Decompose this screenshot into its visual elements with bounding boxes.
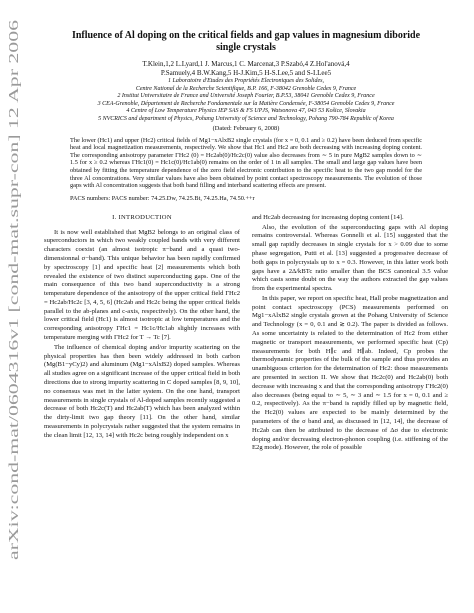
left-column: [44, 214, 240, 454]
affiliation: Centre National de la Recherche Scientifique, B.P. 166, F-38042 Grenoble Cedex 9, France: [135, 85, 357, 92]
paper-page: [44, 30, 448, 453]
body-paragraph: The influence of chemical doping and/or impurity scattering on the physical properties has then been widely addressed in both carbon (Mg(B1−yCy)2) and aluminum (Mg1−xAlxB2) doped samples. Whereas all studies agree on a significant increase of the upper critical field in both directions due to strong impurity scattering in C doped samples [8, 9, 10], no consensus was met in the latter system. On the one hand, transport measurements in single crystals of Al-doped samples recently suggested a decrease of both Hc2c(T) and Hc2ab(T) which has been analyzed within the dirty-limit two gap theory [11]. On the other hand, similar measurements in polycrystals rather suggested that the system remains in the clean limit [12, 13, 14] with Hc2c being roughly independent on x: [44, 343, 240, 439]
affiliation-list: [44, 78, 448, 124]
body-paragraph: It is now well established that MgB2 belongs to an original class of superconductors in which two weakly coupled bands with very different characters coexist (an almost isotropic π−band and a quasi two-dimensionnal σ−band). This unique behavior has been rapidly confirmed by spectroscopy [1] and specific heat [2] measurements which both revealed the existence of two distinct superconducting gaps. One of the main consequence of this two band superconductivity is a strong temperature dependence of the anisotropy of the upper critical field ΓHc2 = Hc2ab/Hc2c [3, 4, 5, 6] (Hc2ab and Hc2c being the upper critical fields parallel to the ab-planes and c-axis, respectively). On the other hand, the lower critical field (Hc1) is almost isotropic at low temperatures and the corresponding anisotropy ΓHc1 = Hc1c/Hc1ab slightly increases with temperature merging with ΓHc2 for T → Tc [7].: [44, 228, 240, 342]
affiliation: 2 Institut Universitaire de France and Université Joseph Fourier, B.P.53, 38041 Grenoble Cedex 9, France: [117, 93, 375, 100]
affiliation: 4 Centre of Low Temperature Physics IEP SAS & FS UPJS, Watsonova 47, 043 53 Košice, Slovakia: [126, 108, 366, 115]
body-columns: [44, 214, 448, 454]
author-list: [44, 60, 448, 78]
pacs-numbers: PACS numbers: PACS number: 74.25.Dw, 74.25.Bt, 74.25.Ha, 74.50.++r: [70, 194, 255, 202]
body-paragraph: In this paper, we report on specific heat, Hall probe magnetization and point contact spectroscopy (PCS) measurements performed on Mg1−xAlxB2 single crystals grown at the Pohang University of Science and Technology (x = 0, 0.1 and ≳ 0.2). The paper is divided as follows. As some uncertainty is related to the determination of Hc2 from either magnetic or transport measurements, we performed specific heat (Cp) measurements for both H∥c and H∥ab. Indeed, Cp probes the thermodynamic properties of the bulk of the sample and thus provides an unambiguous criterion for the determination of Hc2: those measurements are presented in section II. We show that Hc2c(0) and Hc2ab(0) both decrease with increasing x and that the corresponding anisotropy ΓHc2(0) also decreases (being equal to ∼ 5, ∼ 3 and ∼ 1.5 for x = 0, 0.1 and ≥ 0.2, respectively). As the π−band is rapidly filled up by magnetic field, the Hc2(0) values are expected to be mainly determined by the parameters of the σ band and, as discussed in [12, 14], the decrease of Hc2ab can then be attributed to the decrease of Δσ due to electronic doping and/or decreasing electron-phonon coupling (i.e. stiffening of the E2g mode). However, the role of possible: [252, 294, 448, 452]
affiliation: 3 CEA-Grenoble, Département de Recherche Fondamentale sur la Matière Condensée, F-38054 Grenoble Cedex 9, France: [97, 100, 395, 107]
section-heading: I. INTRODUCTION: [112, 213, 172, 221]
abstract: The lower (Hc1) and upper (Hc2) critical fields of Mg1−xAlxB2 single crystals (for x = 0, 0.1 and ≥ 0.2) have been deduced from specific heat and local magnetization measurements, respectively. We show that Hc1 and Hc2 are both decreasing with increasing doping content. The corresponding anisotropy parameter ΓHc2 (0) = Hc2ab(0)/Hc2c(0) value also decreases from ∼ 5 in pure MgB2 samples down to ∼ 1.5 for x ≥ 0.2 whereas ΓHc1(0) = Hc1c(0)/Hc1ab(0) remains on the order of 1 in all samples. The small and large gap values have been obtained by fitting the temperature dependence of the zero field electronic contribution to the specific heat to the two gap model for the three Al concentrations. Very similar values have also been obtained by point contact spectroscopy measurements. The evolution of those gaps with Al concentration suggests that both band filling and interband scattering effects are present.: [70, 136, 422, 190]
author-line: T.Klein,1,2 L.Lyard,1 J. Marcus,1 C. Marcenat,3 P.Szabó,4 Z.Hol'anová,4: [142, 60, 350, 68]
right-column: [252, 214, 448, 454]
paper-title: Influence of Al doping on the critical fields and gap values in magnesium diboride single crystals: [71, 30, 421, 53]
affiliation: 5 NVCRICS and department of Physics, Pohang University of Science and Technology, Pohang 790-784 Republic of Korea: [98, 115, 394, 122]
arxiv-stamp-text: arXiv:cond-mat/0604316v1 [cond-mat.supr-con] 12 Apr 2006: [6, 233, 21, 560]
arxiv-stamp-graphic: [2, 8, 24, 568]
dated-line: (Dated: February 6, 2008): [212, 124, 280, 132]
affiliation: 1 Laboratoire d'Etudes des Propriétés Electroniques des Solides,: [168, 78, 324, 84]
arxiv-stamp: [2, 8, 24, 568]
body-paragraph: and Hc2ab decreasing for increasing doping content [14].: [252, 213, 404, 221]
author-line: P.Samuely,4 B.W.Kang,5 H-J.Kim,5 H-S.Lee,5 and S-I.Lee5: [160, 69, 332, 77]
body-paragraph: Also, the evolution of the superconducting gaps with Al doping remains controversial. Whereas Gonnelli et al. [15] suggested that the small gap rapidly decreases in single crystals for x > 0.09 due to some phase segregation, Putti et al. [13] suggested a progressive decrease of both gaps in polycrystals up to x = 0.3. However, in this latter work both gaps have a 2Δ/kBTc ratio smaller than the BCS canonical 3.5 value which casts some doubt on the way the authors extracted the gap values from the experimental spectra.: [252, 223, 448, 293]
